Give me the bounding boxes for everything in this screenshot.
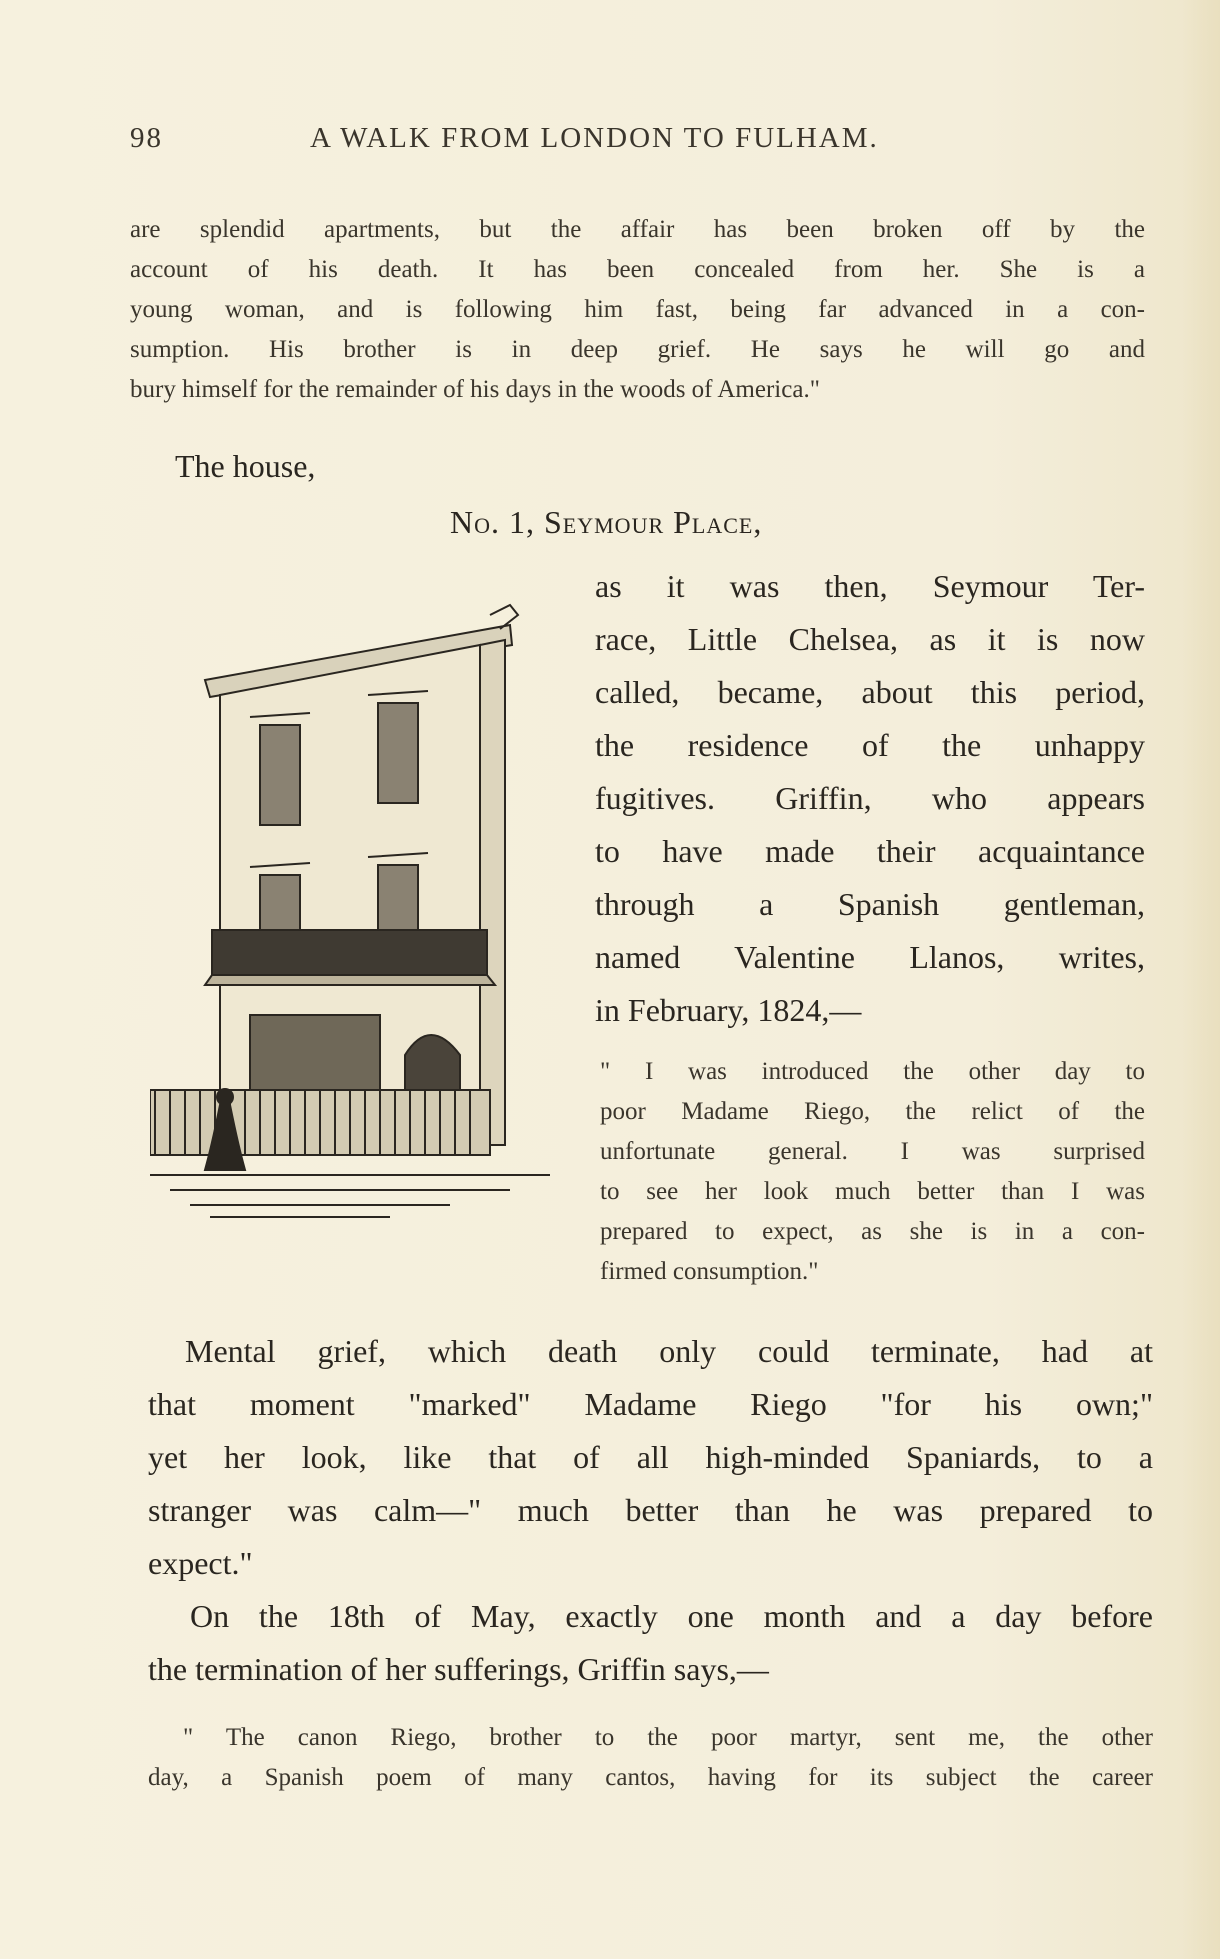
quote-griffin: [600, 1052, 1145, 1292]
text-line: " I was introduced the other day to: [600, 1058, 1145, 1085]
page-edge-shadow: [1182, 0, 1220, 1959]
text-line: unfortunate general. I was surprised: [600, 1138, 1145, 1165]
house-illustration: [150, 585, 560, 1265]
text-line: firmed consumption.": [600, 1258, 819, 1285]
page-number: 98: [130, 122, 163, 154]
paragraph-18th-may: [148, 1590, 1153, 1696]
text-line: " The canon Riego, brother to the poor martyr, sent me, the other: [183, 1724, 1153, 1751]
text-line: yet her look, like that of all high-minded Spaniards, to a: [148, 1439, 1153, 1475]
text-line: day, a Spanish poem of many cantos, having for its subject the career: [148, 1764, 1153, 1791]
text-line: prepared to expect, as she is in a con-: [600, 1218, 1145, 1245]
text-line: fugitives. Griffin, who appears: [595, 780, 1145, 816]
paragraph-residence: [595, 560, 1145, 1037]
house-intro: The house,: [175, 448, 316, 484]
text-line: that moment "marked" Madame Riego "for his own;": [148, 1386, 1153, 1422]
text-line: expect.": [148, 1545, 253, 1581]
address-heading: No. 1, Seymour Place,: [450, 504, 763, 540]
text-line: are splendid apartments, but the affair has been broken off by the: [130, 216, 1145, 243]
text-line: in February, 1824,—: [595, 992, 862, 1028]
text-line: the termination of her sufferings, Griffin says,—: [148, 1651, 769, 1687]
text-line: stranger was calm—" much better than he was prepared to: [148, 1492, 1153, 1528]
text-line: bury himself for the remainder of his days in the woods of America.": [130, 376, 820, 403]
text-line: through a Spanish gentleman,: [595, 886, 1145, 922]
text-line: to see her look much better than I was: [600, 1178, 1145, 1205]
text-line: named Valentine Llanos, writes,: [595, 939, 1145, 975]
text-line: sumption. His brother is in deep grief. He says he will go and: [130, 336, 1145, 363]
text-line: race, Little Chelsea, as it is now: [595, 621, 1145, 657]
text-line: to have made their acquaintance: [595, 833, 1145, 869]
text-line: young woman, and is following him fast, being far advanced in a con-: [130, 296, 1145, 323]
text-line: Mental grief, which death only could terminate, had at: [185, 1333, 1153, 1369]
quote-canon-riego: [148, 1718, 1153, 1798]
running-title: A WALK FROM LONDON TO FULHAM.: [310, 122, 879, 154]
text-line: On the 18th of May, exactly one month and a day before: [190, 1598, 1153, 1634]
text-line: called, became, about this period,: [595, 674, 1145, 710]
text-line: the residence of the unhappy: [595, 727, 1145, 763]
running-header: [130, 122, 960, 162]
paragraph-mental-grief: [148, 1325, 1153, 1590]
text-line: account of his death. It has been concealed from her. She is a: [130, 256, 1145, 283]
text-line: as it was then, Seymour Ter-: [595, 568, 1145, 604]
quote-continuation: [130, 210, 1145, 410]
text-line: poor Madame Riego, the relict of the: [600, 1098, 1145, 1125]
